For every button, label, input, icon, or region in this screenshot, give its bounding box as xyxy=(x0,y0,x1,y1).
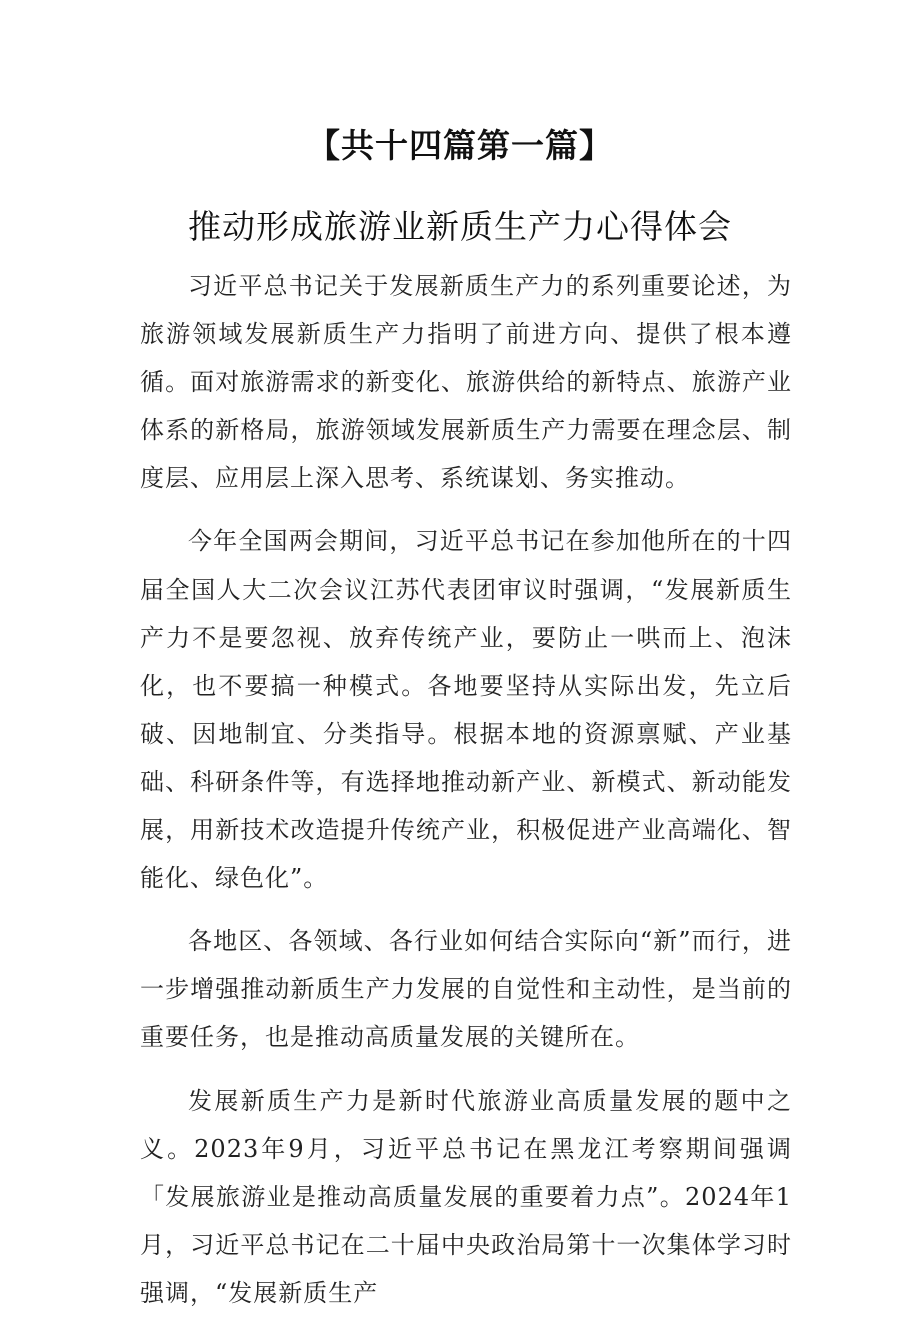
body-paragraph: 习近平总书记关于发展新质生产力的系列重要论述，为旅游领域发展新质生产力指明了前进方向、提供了根本遵循。面对旅游需求的新变化、旅游供给的新特点、旅游产业体系的新格局，旅游领域发展新质生产力需要在理念层、制度层、应用层上深入思考、系统谋划、务实推动。 xyxy=(140,272,792,493)
body-paragraph: 各地区、各领域、各行业如何结合实际向“新”而行，进一步增强推动新质生产力发展的自觉性和主动性，是当前的重要任务，也是推动高质量发展的关键所在。 xyxy=(140,927,792,1052)
series-heading: 【共十四篇第一篇】 xyxy=(307,126,613,165)
document-title: 推动形成旅游业新质生产力心得体会 xyxy=(188,207,732,246)
body-paragraph: 今年全国两会期间，习近平总书记在参加他所在的十四届全国人大二次会议江苏代表团审议时强调，“发展新质生产力不是要忽视、放弃传统产业，要防止一哄而上、泡沫化，也不要搞一种模式。各地要坚持从实际出发，先立后破、因地制宜、分类指导。根据本地的资源禀赋、产业基础、科研条件等，有选择地推动新产业、新模式、新动能发展，用新技术改造提升传统产业，积极促进产业高端化、智能化、绿色化”。 xyxy=(140,527,792,893)
document-body xyxy=(140,262,792,1332)
body-paragraph: 发展新质生产力是新时代旅游业高质量发展的题中之义。2023年9月，习近平总书记在黑龙江考察期间强调「发展旅游业是推动高质量发展的重要着力点”。2024年1月，习近平总书记在二十届中央政治局第十一次集体学习时强调，“发展新质生产 xyxy=(140,1086,792,1307)
